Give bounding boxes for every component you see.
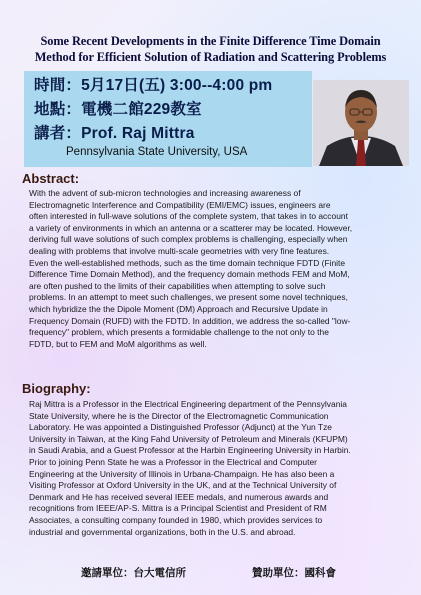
abstract-line: Electromagnetic Interference and Compatibility (EMI/EMC) issues, engineers are (29, 199, 331, 210)
biography-line: Denmark and He has received several IEEE medals, and numerous awards and (29, 491, 329, 502)
speaker-photo (313, 80, 409, 166)
abstract-heading: Abstract: (22, 171, 80, 186)
biography-line: Raj Mittra is a Professor in the Electrical Engineering department of the Pennsylvania (29, 399, 347, 409)
biography-line: State University, where he is the Director of the Electromagnetic Communication (29, 410, 329, 421)
speaker-affiliation: Pennsylvania State University, USA (66, 146, 248, 158)
biography-line: in Saudi Arabia, and a Guest Professor at the Harbin Engineering University in Harbin. (29, 445, 351, 456)
abstract-line: dealing with problems that involve multi-scale geometries with very fine features. (29, 245, 330, 256)
biography-text (29, 399, 414, 538)
abstract-line: often interested in full-wave solutions of the complete system, that takes in to account (29, 211, 348, 222)
abstract-line: are often pushed to the limits of their capabilities when attempting to solve such (29, 280, 326, 291)
abstract-line: a variety of environments in which an antenna or a scatterer may be located. However, (29, 222, 353, 233)
time-line: 時間：5月17日(五) 3:00--4:00 pm (34, 77, 273, 94)
abstract-line: Difference Time Domain Method), and the frequency domain methods FEM and MoM, (29, 269, 350, 280)
biography-line: Associates, a consulting company founded in 1980, which provides services to (29, 514, 323, 525)
talk-title-line-2: Method for Efficient Solution of Radiation and Scattering Problems (34, 50, 387, 64)
biography-line: University in Taiwan, at the King Fahd University of Petroleum and Minerals (KFUPM) (29, 433, 348, 444)
biography-heading: Biography: (22, 381, 91, 396)
talk-title (0, 33, 421, 65)
biography-line: Prior to joining Penn State he was a Professor in the Electrical and Computer (29, 456, 317, 467)
biography-line: Engineering at the University of Illinois in Urbana-Champaign. He has also been a (29, 468, 335, 479)
place-line: 地點：電機二館229教室 (34, 101, 202, 118)
abstract-line: Frequency Domain (RUFD) with the FDTD. In addition, we address the so-called "low- (29, 315, 351, 326)
inviting-unit: 邀請單位：台大電信所 (81, 567, 186, 579)
biography-line: Visiting Professor at Oxford University in the UK, and at the Technical University of (29, 480, 337, 491)
abstract-line: Even the well-established methods, such as the time domain technique FDTD (Finite (29, 257, 346, 268)
speaker-portrait-icon (313, 80, 409, 166)
abstract-line: frequency" problem, which presents a formidable challenge to the not only to the (29, 327, 329, 338)
biography-line: recognitions from IEEE/AP-S. Mittra is a Principal Scientist and President of RM (29, 503, 327, 514)
biography-line: Laboratory. He was appointed a Distinguished Professor (Adjunct) at the Yun Tze (29, 422, 332, 433)
abstract-text (29, 188, 414, 350)
speaker-line: 講者：Prof. Raj Mittra (34, 125, 195, 142)
talk-title-line-1: Some Recent Developments in the Finite Difference Time Domain (40, 34, 381, 48)
abstract-line: problems. In an attempt to meet such challenges, we present some novel techniques, (29, 292, 348, 303)
abstract-line: deriving full wave solutions of such complex problems is challenging, especially when (29, 234, 348, 245)
biography-line: industrial and governmental organizations, both in the U.S. and abroad. (29, 526, 296, 537)
sponsoring-unit: 贊助單位：國科會 (252, 567, 336, 579)
abstract-line: which hybridize the the Dipole Moment (DM) Approach and Recursive Update in (29, 303, 328, 314)
abstract-line: With the advent of sub-micron technologies and increasing awareness of (29, 188, 301, 198)
abstract-line: FDTD, but to FEM and MoM algorithms as well. (29, 338, 207, 349)
